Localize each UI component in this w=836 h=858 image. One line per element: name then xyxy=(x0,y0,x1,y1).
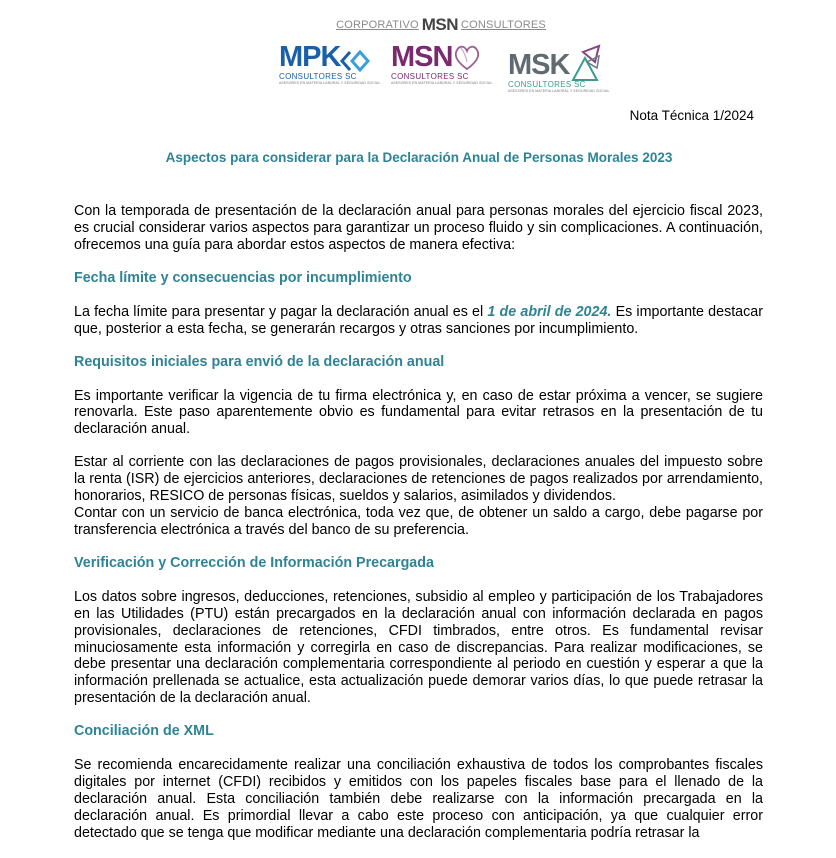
msk-logo-subtitle: CONSULTORES SC xyxy=(508,80,586,89)
mpk-logo xyxy=(279,42,384,92)
deadline-paragraph xyxy=(74,304,763,338)
note-label: Nota Técnica 1/2024 xyxy=(629,108,754,123)
mpk-logo-subtitle: CONSULTORES SC xyxy=(279,72,357,81)
corp-right-text: CONSULTORES xyxy=(461,19,546,31)
section-heading-requirements: Requisitos iniciales para envió de la declaración anual xyxy=(74,353,445,370)
msk-logo-mark: MSK xyxy=(508,49,570,81)
msn-logo-mark: MSN xyxy=(391,41,453,73)
verification-paragraph: Los datos sobre ingresos, deducciones, retenciones, subsidio al empleo y participación de los Trabajadores en las Utilidades (PTU) están precargados en la declaración anual con información declarada en pagos provisionales, declaraciones de retenciones, CFDI timbrados, entre otros. Es fundamental revisar minuciosamente esta información y corregirla en caso de discrepancias. Para realizar modificaciones, se debe presentar una declaración complementaria correspondiente al periodo en cuestión y esperar a que la información prellenada se actualice, esta actualización puede demorar varios días, lo que puede retrasar la presentación de la declaración anual. xyxy=(74,588,763,707)
corporate-header xyxy=(332,15,550,35)
deadline-date: 1 de abril de 2024. xyxy=(487,303,612,320)
intro-paragraph: Con la temporada de presentación de la declaración anual para personas morales del ejercicio fiscal 2023, es crucial considerar varios aspectos para garantizar un proceso fluido y sin complicaciones. A continuación, ofrecemos una guía para abordar estos aspectos de manera efectiva: xyxy=(74,203,763,253)
msk-logo-triangles-icon xyxy=(569,42,603,82)
section-heading-verification: Verificación y Corrección de Información Precargada xyxy=(74,554,434,571)
xml-paragraph: Se recomienda encarecidamente realizar una conciliación exhaustiva de todos los comprobantes fiscales digitales por internet (CFDI) recibidos y emitidos con los papeles fiscales base para el llenado de la declaración anual. Esta conciliación también debe realizarse con la información precargada en la declaración anual. Es primordial llevar a cabo este proceso con anticipación, ya que cualquier error detectado que se tenga que modificar mediante una declaración complementaria podría retrasar la xyxy=(74,757,763,841)
mpk-logo-chevrons-icon xyxy=(340,50,370,72)
document-body xyxy=(74,203,763,858)
section-heading-xml: Conciliación de XML xyxy=(74,723,214,740)
msk-logo xyxy=(508,42,610,92)
msn-logo xyxy=(391,42,501,92)
deadline-text-after: Es importante destacar que, posterior a esta fecha, se generarán recargos y otras sanciones por incumplimiento. xyxy=(74,303,763,337)
section-heading-deadline: Fecha límite y consecuencias por incumplimiento xyxy=(74,269,412,286)
requirements-paragraph-3: Contar con un servicio de banca electrónica, toda vez que, de obtener un saldo a cargo, debe pagarse por transferencia electrónica a través del banco de su preferencia. xyxy=(74,504,763,538)
mpk-logo-mark: MPK xyxy=(279,41,341,73)
msk-logo-tagline: ASESORES EN MATERIA LABORAL Y SEGURIDAD SOCIAL xyxy=(508,89,610,93)
requirements-paragraph-1: Es importante verificar la vigencia de tu firma electrónica y, en caso de estar próxima a vencer, se sugiere renovarla. Este paso aparentemente obvio es fundamental para evitar retrasos en la presentación de tu declaración anual. xyxy=(74,387,763,438)
corp-left-text: CORPORATIVO xyxy=(336,19,419,31)
msn-logo-tagline: ASESORES EN MATERIA LABORAL Y SEGURIDAD SOCIAL xyxy=(391,81,493,85)
deadline-text-before: La fecha límite para presentar y pagar la declaración anual es el xyxy=(74,303,488,320)
corp-center-text: MSN xyxy=(421,15,459,34)
mpk-logo-tagline: ASESORES EN MATERIA LABORAL Y SEGURIDAD SOCIAL xyxy=(279,81,381,85)
msn-logo-subtitle: CONSULTORES SC xyxy=(391,72,469,81)
document-title: Aspectos para considerar para la Declaración Anual de Personas Morales 2023 xyxy=(165,150,673,165)
requirements-paragraph-2: Estar al corriente con las declaraciones de pagos provisionales, declaraciones anuales del impuesto sobre la renta (ISR) de ejercicios anteriores, declaraciones de retenciones de pagos realizados por arrendamiento, honorarios, RESICO de personas físicas, sueldos y salarios, asimilados y dividendos. xyxy=(74,454,763,505)
msn-logo-heart-icon xyxy=(452,42,482,72)
